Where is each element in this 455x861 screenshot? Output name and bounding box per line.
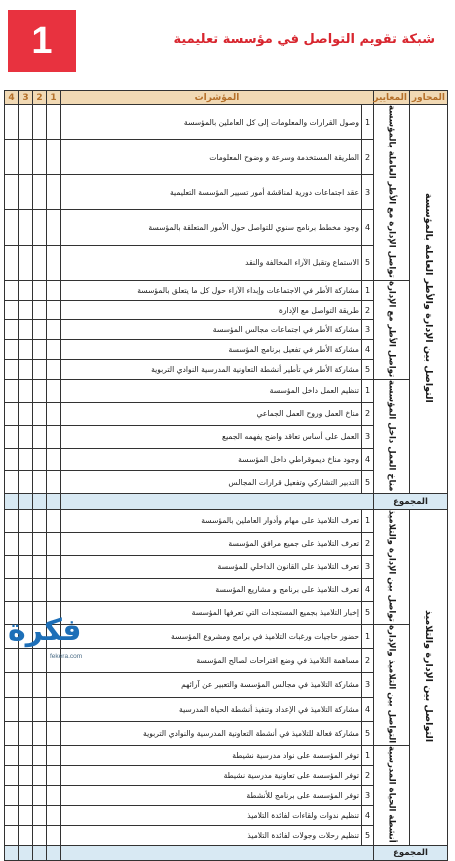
- score-cell[interactable]: [33, 379, 47, 402]
- indicator-number: 3: [362, 175, 374, 210]
- score-cell[interactable]: [33, 360, 47, 380]
- indicator-number: 5: [362, 601, 374, 624]
- score-cell[interactable]: [19, 175, 33, 210]
- score-cell[interactable]: [5, 175, 19, 210]
- indicator-number: 1: [362, 105, 374, 140]
- indicator-number: 2: [362, 140, 374, 175]
- score-cell[interactable]: [5, 340, 19, 360]
- indicator-number: 2: [362, 402, 374, 425]
- indicator-number: 5: [362, 360, 374, 380]
- score-cell[interactable]: [33, 746, 47, 766]
- indicator-number: 2: [362, 765, 374, 785]
- score-cell[interactable]: [47, 175, 61, 210]
- header-score-2: 2: [33, 91, 47, 105]
- score-cell[interactable]: [33, 825, 47, 845]
- score-cell[interactable]: [5, 721, 19, 745]
- score-cell[interactable]: [5, 471, 19, 494]
- score-cell[interactable]: [33, 785, 47, 805]
- score-cell[interactable]: [47, 721, 61, 745]
- score-cell[interactable]: [19, 578, 33, 601]
- criterion-label: تواصل بين الإدارة والتلاميذ: [386, 509, 397, 622]
- score-cell[interactable]: [47, 379, 61, 402]
- indicator-text: مشاركة التلاميذ في الإعداد وتنفيذ أنشطة الحياة المدرسية: [61, 697, 362, 721]
- score-cell[interactable]: [19, 785, 33, 805]
- criterion-cell: [374, 379, 410, 493]
- score-cell[interactable]: [33, 320, 47, 340]
- score-cell[interactable]: [19, 340, 33, 360]
- header-axes: المحاور: [410, 91, 448, 105]
- indicator-number: 3: [362, 673, 374, 697]
- score-cell[interactable]: [5, 402, 19, 425]
- score-cell[interactable]: [5, 509, 19, 532]
- indicator-text: تنظيم العمل داخل المؤسسة: [61, 379, 362, 402]
- score-cell[interactable]: [33, 532, 47, 555]
- indicator-text: الطريقة المستخدمة وسرعة و وضوح المعلومات: [61, 140, 362, 175]
- score-cell[interactable]: [5, 825, 19, 845]
- total-spacer: [61, 845, 374, 861]
- score-cell[interactable]: [47, 280, 61, 300]
- watermark-logo: [0, 605, 150, 667]
- score-cell[interactable]: [19, 379, 33, 402]
- indicator-number: 4: [362, 578, 374, 601]
- score-cell[interactable]: [47, 509, 61, 532]
- score-cell[interactable]: [47, 140, 61, 175]
- criterion-cell: [374, 105, 410, 281]
- score-cell[interactable]: [19, 825, 33, 845]
- header-row: [5, 91, 448, 105]
- score-cell[interactable]: [5, 320, 19, 340]
- total-score-cell[interactable]: [47, 845, 61, 861]
- score-cell[interactable]: [19, 140, 33, 175]
- score-cell[interactable]: [5, 765, 19, 785]
- score-cell[interactable]: [47, 105, 61, 140]
- indicator-text: حضور حاجيات ورغبات التلاميذ في برامج ومشروع المؤسسة: [61, 624, 362, 648]
- indicator-number: 5: [362, 245, 374, 280]
- indicator-number: 5: [362, 825, 374, 845]
- score-cell[interactable]: [19, 300, 33, 320]
- score-cell[interactable]: [5, 578, 19, 601]
- header-indicators: المؤشرات: [61, 91, 374, 105]
- score-cell[interactable]: [47, 746, 61, 766]
- indicator-number: 2: [362, 649, 374, 673]
- score-cell[interactable]: [47, 673, 61, 697]
- indicator-number: 4: [362, 697, 374, 721]
- score-cell[interactable]: [47, 805, 61, 825]
- score-cell[interactable]: [47, 425, 61, 448]
- score-cell[interactable]: [33, 697, 47, 721]
- indicator-text: وصول القرارات والمعلومات إلى كل العاملين بالمؤسسة: [61, 105, 362, 140]
- indicator-number: 1: [362, 624, 374, 648]
- score-cell[interactable]: [5, 300, 19, 320]
- criterion-label: مناخ العمل داخل المؤسسة: [386, 379, 397, 492]
- criterion-label: التواصل بين التلاميذ والإدارة: [386, 624, 397, 743]
- score-cell[interactable]: [19, 448, 33, 471]
- score-cell[interactable]: [47, 471, 61, 494]
- axis-cell: [410, 509, 448, 845]
- axis-label: التواصل بين الإدارة والتلاميذ: [423, 610, 435, 743]
- score-cell[interactable]: [5, 379, 19, 402]
- score-cell[interactable]: [19, 471, 33, 494]
- score-cell[interactable]: [5, 425, 19, 448]
- total-label: المجموع: [374, 494, 448, 510]
- score-cell[interactable]: [47, 300, 61, 320]
- indicator-number: 2: [362, 300, 374, 320]
- score-cell[interactable]: [5, 785, 19, 805]
- indicator-text: مناخ العمل وروح العمل الجماعي: [61, 402, 362, 425]
- criterion-cell: [374, 624, 410, 745]
- score-cell[interactable]: [19, 402, 33, 425]
- criterion-label: تواصل الأطر مع الإدارة: [386, 280, 397, 377]
- score-cell[interactable]: [19, 320, 33, 340]
- table-row: [5, 105, 448, 140]
- table-row: [5, 746, 448, 766]
- score-cell[interactable]: [33, 555, 47, 578]
- score-cell[interactable]: [33, 805, 47, 825]
- indicator-text: عقد اجتماعات دورية لمناقشة أمور تسيير المؤسسة التعليمية: [61, 175, 362, 210]
- score-cell[interactable]: [19, 805, 33, 825]
- indicator-text: العمل على أساس تعاقد واضح يفهمه الجميع: [61, 425, 362, 448]
- indicator-number: 5: [362, 471, 374, 494]
- indicator-text: مشاركة الأطر في تأطير أنشطة التعاونية المدرسية النوادي التربوية: [61, 360, 362, 380]
- indicator-text: توفر المؤسسة على نواد مدرسية نشيطة: [61, 746, 362, 766]
- indicator-number: 1: [362, 379, 374, 402]
- indicator-number: 3: [362, 785, 374, 805]
- indicator-number: 5: [362, 721, 374, 745]
- page-number-badge: [8, 10, 76, 72]
- indicator-text: تنظيم رحلات وجولات لفائدة التلاميذ: [61, 825, 362, 845]
- criterion-cell: [374, 746, 410, 846]
- score-cell[interactable]: [33, 721, 47, 745]
- criterion-cell: [374, 280, 410, 379]
- total-score-cell[interactable]: [5, 845, 19, 861]
- indicator-text: وجود مناخ ديموقراطي داخل المؤسسة: [61, 448, 362, 471]
- page-number: 1: [31, 19, 53, 62]
- score-cell[interactable]: [19, 360, 33, 380]
- score-cell[interactable]: [5, 105, 19, 140]
- total-row: [5, 494, 448, 510]
- score-cell[interactable]: [33, 245, 47, 280]
- indicator-text: طريقة التواصل مع الإدارة: [61, 300, 362, 320]
- score-cell[interactable]: [33, 471, 47, 494]
- header-score-4: 4: [5, 91, 19, 105]
- indicator-number: 4: [362, 805, 374, 825]
- score-cell[interactable]: [47, 578, 61, 601]
- score-cell[interactable]: [33, 105, 47, 140]
- indicator-number: 3: [362, 555, 374, 578]
- table-row: [5, 280, 448, 300]
- criterion-label: أنشطة الحياة المدرسية: [386, 746, 397, 843]
- criterion-label: تواصل الإدارة مع الأطر العاملة بالمؤسسة: [386, 105, 397, 278]
- indicator-text: مساهمة التلاميذ في وضع اقتراحات لصالح المؤسسة: [61, 649, 362, 673]
- indicator-text: تعرف التلاميذ على برنامج و مشاريع المؤسسة: [61, 578, 362, 601]
- score-cell[interactable]: [19, 532, 33, 555]
- indicator-text: مشاركة فعالة للتلاميذ في أنشطة التعاونية المدرسية والنوادي التربوية: [61, 721, 362, 745]
- indicator-number: 4: [362, 340, 374, 360]
- score-cell[interactable]: [33, 402, 47, 425]
- indicator-text: تعرف التلاميذ على مهام وأدوار العاملين بالمؤسسة: [61, 509, 362, 532]
- score-cell[interactable]: [5, 697, 19, 721]
- score-cell[interactable]: [47, 360, 61, 380]
- score-cell[interactable]: [5, 280, 19, 300]
- score-cell[interactable]: [5, 360, 19, 380]
- header-score-3: 3: [19, 91, 33, 105]
- score-cell[interactable]: [47, 402, 61, 425]
- page-title: شبكة تقويم التواصل في مؤسسة تعليمية: [173, 32, 435, 47]
- score-cell[interactable]: [33, 448, 47, 471]
- score-cell[interactable]: [5, 245, 19, 280]
- header-criteria: المعايير: [374, 91, 410, 105]
- score-cell[interactable]: [33, 280, 47, 300]
- score-cell[interactable]: [5, 532, 19, 555]
- evaluation-grid: [4, 90, 448, 861]
- score-cell[interactable]: [33, 175, 47, 210]
- indicator-number: 2: [362, 532, 374, 555]
- total-score-cell[interactable]: [33, 494, 47, 510]
- watermark-brand: فكرة: [8, 613, 82, 648]
- axis-cell: [410, 105, 448, 494]
- score-cell[interactable]: [19, 509, 33, 532]
- score-cell[interactable]: [47, 765, 61, 785]
- indicator-text: تعرف التلاميذ على القانون الداخلي للمؤسسة: [61, 555, 362, 578]
- score-cell[interactable]: [19, 765, 33, 785]
- score-cell[interactable]: [5, 210, 19, 245]
- score-cell[interactable]: [47, 245, 61, 280]
- score-cell[interactable]: [19, 746, 33, 766]
- score-cell[interactable]: [5, 555, 19, 578]
- score-cell[interactable]: [19, 721, 33, 745]
- indicator-text: تعرف التلاميذ على جميع مرافق المؤسسة: [61, 532, 362, 555]
- indicator-text: مشاركة التلاميذ في مجالس المؤسسة والتعبير عن آرائهم: [61, 673, 362, 697]
- indicator-number: 1: [362, 746, 374, 766]
- header-score-1: 1: [47, 91, 61, 105]
- score-cell[interactable]: [19, 555, 33, 578]
- watermark-site: fekera.com: [50, 653, 83, 660]
- score-cell[interactable]: [19, 697, 33, 721]
- indicator-text: توفر المؤسسة على تعاونية مدرسية نشيطة: [61, 765, 362, 785]
- indicator-text: تنظيم ندوات ولقاءات لفائدة التلاميذ: [61, 805, 362, 825]
- score-cell[interactable]: [33, 140, 47, 175]
- total-score-cell[interactable]: [19, 845, 33, 861]
- score-cell[interactable]: [47, 448, 61, 471]
- score-cell[interactable]: [47, 210, 61, 245]
- indicator-number: 4: [362, 210, 374, 245]
- score-cell[interactable]: [47, 340, 61, 360]
- indicator-number: 3: [362, 425, 374, 448]
- grid-body: [5, 105, 448, 861]
- total-spacer: [61, 494, 374, 510]
- score-cell[interactable]: [47, 320, 61, 340]
- score-cell[interactable]: [33, 425, 47, 448]
- score-cell[interactable]: [19, 105, 33, 140]
- score-cell[interactable]: [5, 746, 19, 766]
- score-cell[interactable]: [33, 210, 47, 245]
- total-score-cell[interactable]: [33, 845, 47, 861]
- axis-label: التواصل بين الإدارة والأطر العاملة بالمؤسسة: [423, 193, 435, 404]
- indicator-text: الاستماع وتقبل الآراء المخالفة والنقد: [61, 245, 362, 280]
- indicator-number: 4: [362, 448, 374, 471]
- score-cell[interactable]: [5, 673, 19, 697]
- total-score-cell[interactable]: [47, 494, 61, 510]
- indicator-text: مشاركة الأطر في الاجتماعات وإبداء الآراء حول كل ما يتعلق بالمؤسسة: [61, 280, 362, 300]
- indicator-text: وجود مخطط برنامج سنوي للتواصل حول الأمور المتعلقة بالمؤسسة: [61, 210, 362, 245]
- criterion-cell: [374, 509, 410, 624]
- score-cell[interactable]: [47, 697, 61, 721]
- score-cell[interactable]: [5, 448, 19, 471]
- score-cell[interactable]: [47, 532, 61, 555]
- total-score-cell[interactable]: [19, 494, 33, 510]
- score-cell[interactable]: [19, 245, 33, 280]
- table-row: [5, 379, 448, 402]
- score-cell[interactable]: [33, 673, 47, 697]
- indicator-text: مشاركة الأطر في اجتماعات مجالس المؤسسة: [61, 320, 362, 340]
- indicator-text: التدبير التشاركي وتفعيل قرارات المجالس: [61, 471, 362, 494]
- score-cell[interactable]: [19, 425, 33, 448]
- score-cell[interactable]: [33, 300, 47, 320]
- score-cell[interactable]: [19, 673, 33, 697]
- indicator-text: مشاركة الأطر في تفعيل برنامج المؤسسة: [61, 340, 362, 360]
- score-cell[interactable]: [19, 210, 33, 245]
- indicator-number: 1: [362, 280, 374, 300]
- score-cell[interactable]: [5, 140, 19, 175]
- score-cell[interactable]: [33, 509, 47, 532]
- total-row: [5, 845, 448, 861]
- score-cell[interactable]: [19, 280, 33, 300]
- indicator-number: 1: [362, 509, 374, 532]
- score-cell[interactable]: [33, 765, 47, 785]
- score-cell[interactable]: [47, 825, 61, 845]
- score-cell[interactable]: [5, 805, 19, 825]
- indicator-text: توفر المؤسسة على برنامج للأنشطة: [61, 785, 362, 805]
- total-score-cell[interactable]: [5, 494, 19, 510]
- score-cell[interactable]: [47, 555, 61, 578]
- indicator-number: 3: [362, 320, 374, 340]
- score-cell[interactable]: [33, 340, 47, 360]
- table-row: [5, 509, 448, 532]
- total-label: المجموع: [374, 845, 448, 861]
- indicator-text: إخبار التلاميذ بجميع المستجدات التي تعرفها المؤسسة: [61, 601, 362, 624]
- score-cell[interactable]: [47, 785, 61, 805]
- score-cell[interactable]: [33, 578, 47, 601]
